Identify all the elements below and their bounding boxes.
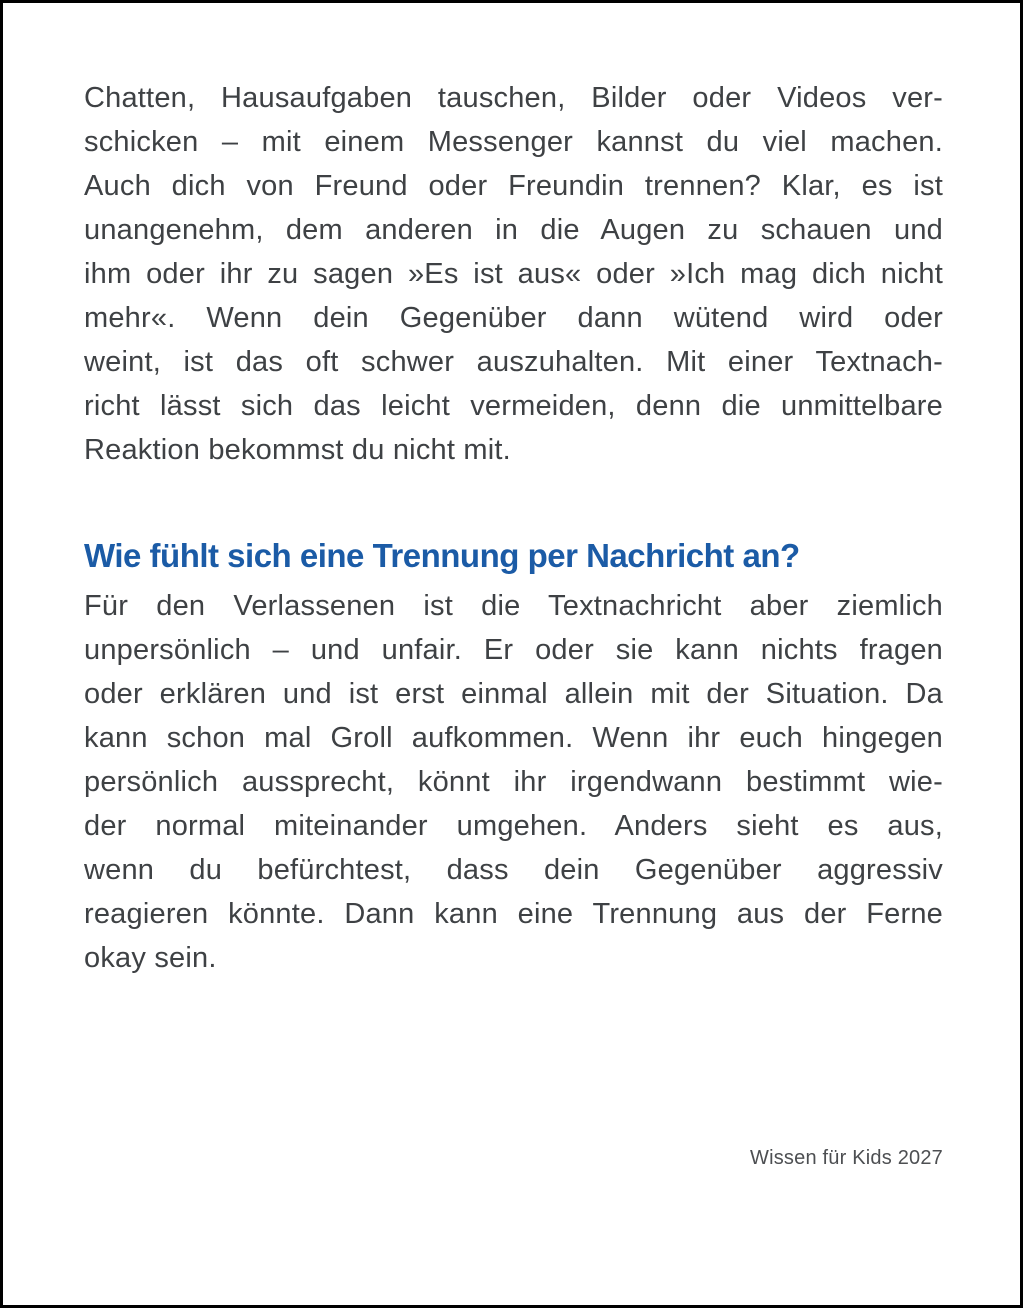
footer-credit: Wissen für Kids 2027 [750, 1147, 943, 1169]
text-line: weint, ist das oft schwer auszuhalten. Mit einer Textnach- [84, 346, 943, 378]
text-line: unpersönlich – und unfair. Er oder sie kann nichts fragen [84, 634, 943, 666]
text-line: wenn du befürchtest, dass dein Gegenüber aggressiv [84, 854, 943, 886]
text-line: reagieren könnte. Dann kann eine Trennung aus der Ferne [84, 898, 943, 930]
text-line: richt lässt sich das leicht vermeiden, denn die unmittelbare [84, 390, 943, 422]
answer-paragraph [84, 584, 943, 980]
text-line: kann schon mal Groll aufkommen. Wenn ihr euch hingegen [84, 722, 943, 754]
text-line: schicken – mit einem Messenger kannst du viel machen. [84, 126, 943, 158]
text-line: persönlich aussprecht, könnt ihr irgendwann bestimmt wie- [84, 766, 943, 798]
section-heading: Wie fühlt sich eine Trennung per Nachricht an? [84, 537, 800, 575]
text-line: Reaktion bekommst du nicht mit. [84, 434, 511, 466]
intro-paragraph [84, 76, 943, 472]
text-line: oder erklären und ist erst einmal allein mit der Situation. Da [84, 678, 943, 710]
text-line: der normal miteinander umgehen. Anders sieht es aus, [84, 810, 943, 842]
text-line: mehr«. Wenn dein Gegenüber dann wütend wird oder [84, 302, 943, 334]
text-line: Für den Verlassenen ist die Textnachricht aber ziemlich [84, 590, 943, 622]
text-line: unangenehm, dem anderen in die Augen zu schauen und [84, 214, 943, 246]
text-line: okay sein. [84, 942, 217, 974]
text-line: Chatten, Hausaufgaben tauschen, Bilder oder Videos ver- [84, 82, 943, 114]
text-line: Auch dich von Freund oder Freundin trennen? Klar, es ist [84, 170, 943, 202]
text-line: ihm oder ihr zu sagen »Es ist aus« oder »Ich mag dich nicht [84, 258, 943, 290]
